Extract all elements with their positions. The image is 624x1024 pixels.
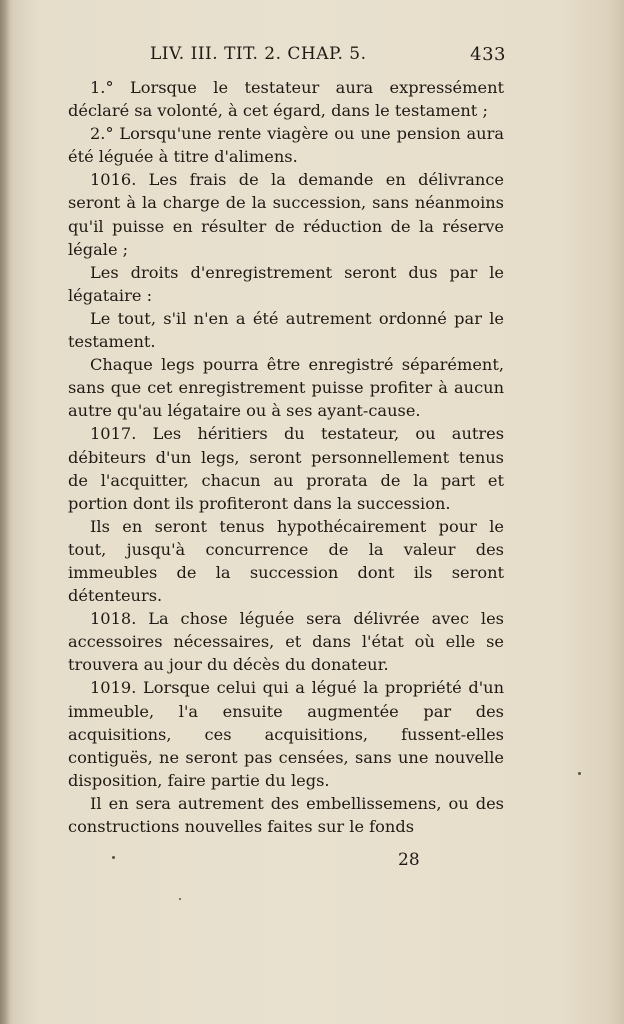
page-number: 433	[470, 44, 506, 65]
paragraph: 1.° Lorsque le testateur aura expressément déclaré sa volonté, à cet égard, dans le testament ;	[68, 78, 504, 121]
signature-mark: 28	[398, 850, 420, 870]
paragraph: Chaque legs pourra être enregistré séparément, sans que cet enregistrement puisse profiter à aucun autre qu'au légataire ou à ses ayant-cause.	[68, 355, 504, 421]
ink-speck	[578, 772, 581, 775]
article-1018: 1018. La chose léguée sera délivrée avec les accessoires nécessaires, et dans l'état où elle se trouvera au jour du décès du donateur.	[68, 609, 504, 675]
binding-gutter	[0, 0, 10, 1024]
running-title: LIV. III. TIT. 2. CHAP. 5.	[150, 44, 367, 64]
article-1017: 1017. Les héritiers du testateur, ou autres débiteurs d'un legs, seront personnellement tenus de l'acquitter, chacun au prorata de la part et portion dont ils profiteront dans la succession.	[68, 424, 504, 513]
page-header	[150, 44, 506, 70]
article-1016: 1016. Les frais de la demande en délivrance seront à la charge de la succession, sans néanmoins qu'il puisse en résulter de réduction de la réserve légale ;	[68, 170, 504, 259]
paragraph: Le tout, s'il n'en a été autrement ordonné par le testament.	[68, 308, 504, 352]
paragraph: 2.° Lorsqu'une rente viagère ou une pension aura été léguée à titre d'alimens.	[68, 124, 504, 167]
body-text	[68, 76, 504, 838]
paragraph: Les droits d'enregistrement seront dus par le légataire :	[68, 262, 504, 305]
ink-speck	[179, 898, 181, 900]
paragraph: Il en sera autrement des embellissemens, ou des constructions nouvelles faites sur le fonds	[68, 793, 504, 836]
ink-speck	[112, 856, 115, 859]
article-1019: 1019. Lorsque celui qui a légué la propriété d'un immeuble, l'a ensuite augmentée par des acquisitions, ces acquisitions, fussent-elles contiguës, ne seront pas censées, sans une nouvelle disposition, faire partie du legs.	[68, 678, 504, 790]
paragraph: Ils en seront tenus hypothécairement pour le tout, jusqu'à concurrence de la valeur des immeubles de la succession dont ils seront détenteurs.	[68, 516, 504, 606]
